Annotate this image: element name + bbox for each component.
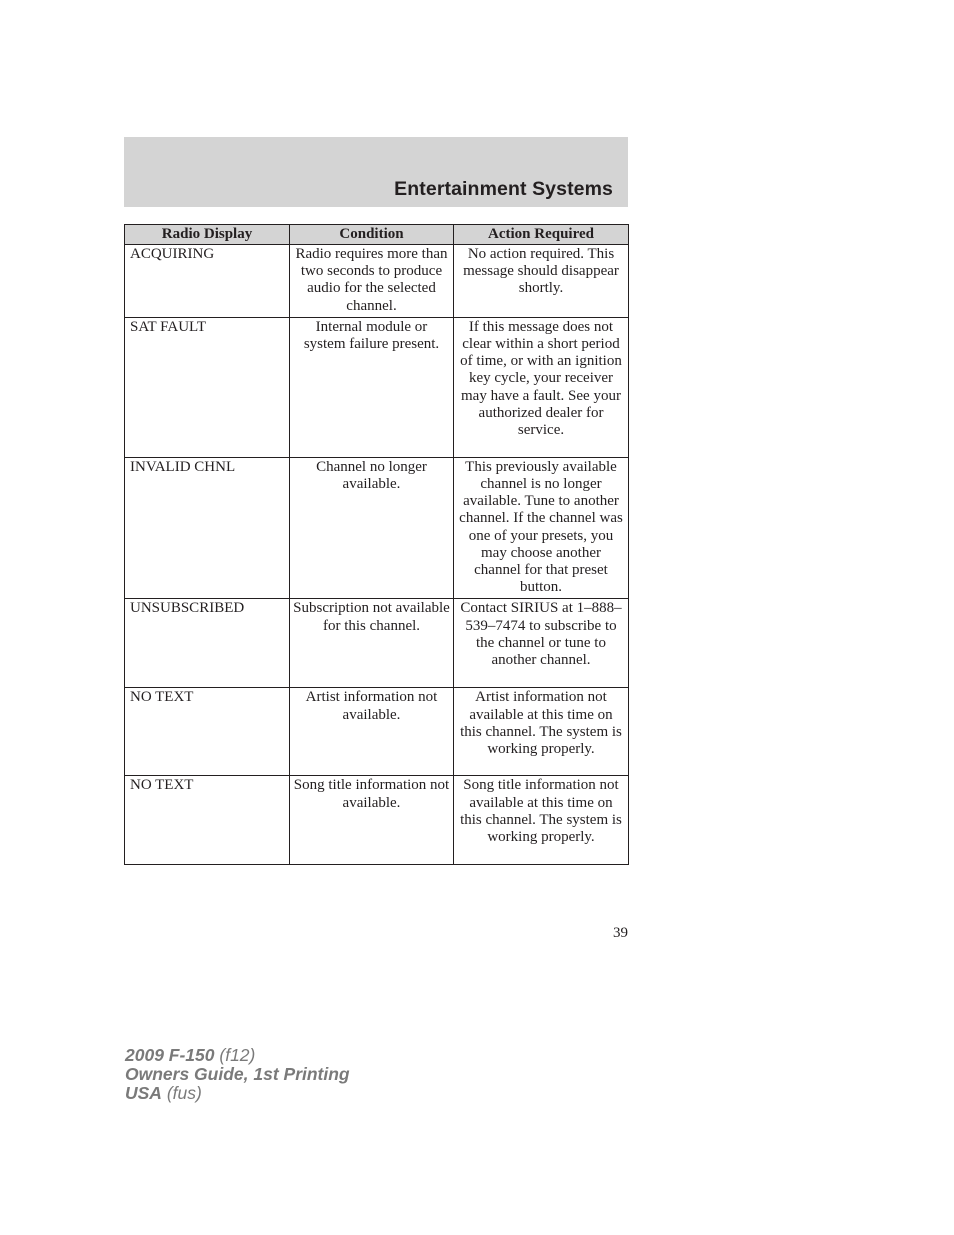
section-header-band — [124, 137, 628, 207]
page-number: 39 — [613, 925, 628, 941]
radio-display-cell: ACQUIRING — [125, 245, 290, 318]
action-cell: Contact SIRIUS at 1–888–539–7474 to subscribe to the channel or tune to another channel. — [454, 599, 629, 688]
action-cell: Artist information not available at this time on this channel. The system is working properly. — [454, 688, 629, 776]
radio-display-cell: NO TEXT — [125, 776, 290, 865]
footer-guide-name: Owners Guide, 1st Printing — [125, 1064, 350, 1084]
column-header-action-required: Action Required — [454, 225, 629, 245]
condition-cell: Channel no longer available. — [290, 457, 454, 599]
column-header-radio-display: Radio Display — [125, 225, 290, 245]
table-row — [125, 457, 629, 599]
condition-cell: Internal module or system failure present. — [290, 317, 454, 457]
section-title: Entertainment Systems — [394, 178, 613, 200]
action-cell: Song title information not available at this time on this channel. The system is working properly. — [454, 776, 629, 865]
footer-market-code: (fus) — [161, 1083, 202, 1103]
column-header-condition: Condition — [290, 225, 454, 245]
footer-line-market — [125, 1084, 350, 1103]
table-row — [125, 688, 629, 776]
radio-display-table — [124, 224, 629, 865]
table-row — [125, 245, 629, 318]
condition-cell: Artist information not available. — [290, 688, 454, 776]
table-header-row — [125, 225, 629, 245]
radio-display-cell: NO TEXT — [125, 688, 290, 776]
footer-market-name: USA — [125, 1083, 162, 1103]
table-row — [125, 599, 629, 688]
footer-model-name: 2009 F-150 — [125, 1045, 215, 1065]
condition-cell: Subscription not available for this channel. — [290, 599, 454, 688]
document-footer — [125, 1046, 350, 1103]
table-row — [125, 317, 629, 457]
condition-cell: Radio requires more than two seconds to produce audio for the selected channel. — [290, 245, 454, 318]
radio-display-cell: SAT FAULT — [125, 317, 290, 457]
radio-display-cell: UNSUBSCRIBED — [125, 599, 290, 688]
footer-model-code: (f12) — [214, 1045, 256, 1065]
condition-cell: Song title information not available. — [290, 776, 454, 865]
action-cell: This previously available channel is no longer available. Tune to another channel. If the channel was one of your presets, you may choose another channel for that preset button. — [454, 457, 629, 599]
radio-display-cell: INVALID CHNL — [125, 457, 290, 599]
footer-line-model — [125, 1046, 350, 1065]
table-row — [125, 776, 629, 865]
footer-line-guide — [125, 1065, 350, 1084]
action-cell: No action required. This message should disappear shortly. — [454, 245, 629, 318]
action-cell: If this message does not clear within a short period of time, or with an ignition key cycle, your receiver may have a fault. See your authorized dealer for service. — [454, 317, 629, 457]
